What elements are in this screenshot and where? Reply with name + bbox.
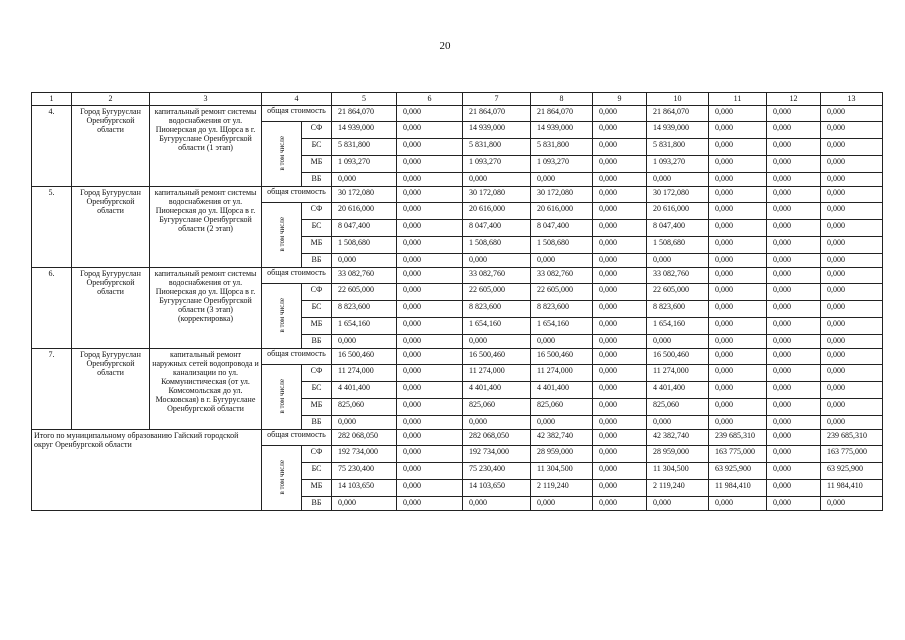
- entry-work-description: капитальный ремонт системы водоснабжения от ул. Пионерская до ул. Щорса в г. Бугуруслане Оренбургской области (3 этап) (корректировка): [150, 268, 262, 349]
- entry-place: Город Бугуруслан Оренбургской области: [72, 106, 150, 187]
- column-number: 7: [463, 93, 531, 106]
- entry-number: 5.: [32, 187, 72, 268]
- value-cell: 0,000: [397, 187, 463, 203]
- value-cell: 8 047,400: [463, 220, 531, 237]
- value-cell: 21 864,070: [531, 106, 593, 122]
- value-cell: 0,000: [397, 382, 463, 399]
- value-cell: 0,000: [821, 301, 883, 318]
- value-cell: 0,000: [709, 365, 767, 382]
- value-cell: 4 401,400: [463, 382, 531, 399]
- value-cell: 8 823,600: [647, 301, 709, 318]
- value-cell: 0,000: [332, 254, 397, 268]
- funding-source-label: СФ: [302, 365, 332, 382]
- value-cell: 0,000: [767, 416, 821, 430]
- value-cell: 8 823,600: [332, 301, 397, 318]
- including-label: [262, 284, 302, 349]
- value-cell: 30 172,080: [332, 187, 397, 203]
- value-cell: 2 119,240: [647, 480, 709, 497]
- value-cell: 0,000: [709, 122, 767, 139]
- funding-source-label: БС: [302, 382, 332, 399]
- value-cell: 16 500,460: [463, 349, 531, 365]
- value-cell: 0,000: [709, 173, 767, 187]
- value-cell: 0,000: [397, 301, 463, 318]
- value-cell: 0,000: [767, 301, 821, 318]
- value-cell: 0,000: [397, 220, 463, 237]
- funding-source-label: ВБ: [302, 335, 332, 349]
- total-label: Итого по муниципальному образованию Гайский городской округ Оренбургской области: [32, 430, 262, 511]
- value-cell: 0,000: [531, 254, 593, 268]
- value-cell: 20 616,000: [463, 203, 531, 220]
- including-label: [262, 365, 302, 430]
- value-cell: 0,000: [767, 173, 821, 187]
- value-cell: 0,000: [397, 106, 463, 122]
- value-cell: 11 984,410: [821, 480, 883, 497]
- value-cell: 0,000: [332, 497, 397, 511]
- value-cell: 825,060: [463, 399, 531, 416]
- column-number: 11: [709, 93, 767, 106]
- value-cell: 14 939,000: [332, 122, 397, 139]
- value-cell: 21 864,070: [647, 106, 709, 122]
- value-cell: 0,000: [821, 220, 883, 237]
- value-cell: 0,000: [397, 268, 463, 284]
- value-cell: 0,000: [593, 301, 647, 318]
- value-cell: 0,000: [332, 173, 397, 187]
- value-cell: 0,000: [767, 203, 821, 220]
- value-cell: 0,000: [709, 416, 767, 430]
- column-number: 3: [150, 93, 262, 106]
- value-cell: 0,000: [709, 220, 767, 237]
- value-cell: 0,000: [709, 156, 767, 173]
- column-number: 8: [531, 93, 593, 106]
- value-cell: 0,000: [767, 497, 821, 511]
- financing-table: [31, 92, 883, 511]
- value-cell: 28 959,000: [647, 446, 709, 463]
- value-cell: 0,000: [767, 430, 821, 446]
- value-cell: 0,000: [593, 318, 647, 335]
- including-label-text: в том числе: [277, 135, 286, 171]
- value-cell: 4 401,400: [647, 382, 709, 399]
- value-cell: 0,000: [767, 139, 821, 156]
- column-number: 4: [262, 93, 332, 106]
- value-cell: 0,000: [821, 349, 883, 365]
- funding-source-label: БС: [302, 301, 332, 318]
- value-cell: 1 093,270: [463, 156, 531, 173]
- value-cell: 22 605,000: [463, 284, 531, 301]
- general-cost-label: общая стоимость: [262, 430, 332, 446]
- value-cell: 0,000: [593, 284, 647, 301]
- value-cell: 0,000: [397, 463, 463, 480]
- value-cell: 0,000: [397, 365, 463, 382]
- value-cell: 20 616,000: [647, 203, 709, 220]
- value-cell: 0,000: [767, 187, 821, 203]
- value-cell: 1 654,160: [647, 318, 709, 335]
- value-cell: 63 925,900: [821, 463, 883, 480]
- value-cell: 0,000: [709, 382, 767, 399]
- value-cell: 0,000: [397, 446, 463, 463]
- value-cell: 825,060: [531, 399, 593, 416]
- value-cell: 5 831,800: [463, 139, 531, 156]
- value-cell: 0,000: [709, 139, 767, 156]
- value-cell: 8 047,400: [647, 220, 709, 237]
- value-cell: 0,000: [593, 382, 647, 399]
- value-cell: 21 864,070: [463, 106, 531, 122]
- including-label-text: в том числе: [277, 216, 286, 252]
- funding-source-label: МБ: [302, 399, 332, 416]
- entry-number: 7.: [32, 349, 72, 430]
- column-number: 2: [72, 93, 150, 106]
- value-cell: 33 082,760: [332, 268, 397, 284]
- value-cell: 0,000: [767, 365, 821, 382]
- value-cell: 1 508,680: [463, 237, 531, 254]
- value-cell: 0,000: [821, 237, 883, 254]
- value-cell: 0,000: [647, 254, 709, 268]
- general-cost-label: общая стоимость: [262, 268, 332, 284]
- value-cell: 11 274,000: [531, 365, 593, 382]
- value-cell: 0,000: [463, 173, 531, 187]
- value-cell: 0,000: [332, 335, 397, 349]
- general-cost-label: общая стоимость: [262, 187, 332, 203]
- value-cell: 1 654,160: [332, 318, 397, 335]
- value-cell: 0,000: [463, 254, 531, 268]
- value-cell: 2 119,240: [531, 480, 593, 497]
- value-cell: 0,000: [767, 446, 821, 463]
- value-cell: 0,000: [821, 122, 883, 139]
- value-cell: 0,000: [709, 106, 767, 122]
- value-cell: 0,000: [593, 446, 647, 463]
- value-cell: 0,000: [397, 335, 463, 349]
- value-cell: 14 939,000: [463, 122, 531, 139]
- value-cell: 0,000: [821, 139, 883, 156]
- value-cell: 63 925,900: [709, 463, 767, 480]
- value-cell: 11 274,000: [332, 365, 397, 382]
- funding-source-label: ВБ: [302, 173, 332, 187]
- entry-place: Город Бугуруслан Оренбургской области: [72, 187, 150, 268]
- value-cell: 0,000: [593, 173, 647, 187]
- funding-source-label: СФ: [302, 122, 332, 139]
- value-cell: 0,000: [821, 268, 883, 284]
- value-cell: 0,000: [767, 349, 821, 365]
- value-cell: 0,000: [397, 254, 463, 268]
- value-cell: 0,000: [593, 365, 647, 382]
- value-cell: 0,000: [647, 497, 709, 511]
- value-cell: 14 103,650: [463, 480, 531, 497]
- value-cell: 0,000: [821, 203, 883, 220]
- value-cell: 1 093,270: [332, 156, 397, 173]
- value-cell: 0,000: [821, 187, 883, 203]
- value-cell: 239 685,310: [821, 430, 883, 446]
- value-cell: 0,000: [709, 284, 767, 301]
- funding-source-label: БС: [302, 220, 332, 237]
- value-cell: 0,000: [709, 203, 767, 220]
- value-cell: 1 093,270: [647, 156, 709, 173]
- value-cell: 22 605,000: [647, 284, 709, 301]
- value-cell: 0,000: [397, 156, 463, 173]
- value-cell: 0,000: [709, 268, 767, 284]
- value-cell: 0,000: [531, 173, 593, 187]
- value-cell: 0,000: [709, 237, 767, 254]
- including-label-text: в том числе: [277, 378, 286, 414]
- header-row: [32, 93, 883, 106]
- value-cell: 0,000: [531, 416, 593, 430]
- value-cell: 0,000: [767, 122, 821, 139]
- entry-place: Город Бугуруслан Оренбургской области: [72, 349, 150, 430]
- value-cell: 16 500,460: [531, 349, 593, 365]
- value-cell: 1 654,160: [463, 318, 531, 335]
- funding-source-label: СФ: [302, 284, 332, 301]
- value-cell: 5 831,800: [531, 139, 593, 156]
- funding-source-label: МБ: [302, 318, 332, 335]
- value-cell: 0,000: [767, 480, 821, 497]
- value-cell: 0,000: [709, 399, 767, 416]
- value-cell: 4 401,400: [332, 382, 397, 399]
- value-cell: 0,000: [397, 318, 463, 335]
- value-cell: 0,000: [821, 416, 883, 430]
- general-cost-label: общая стоимость: [262, 349, 332, 365]
- column-number: 6: [397, 93, 463, 106]
- value-cell: 8 823,600: [531, 301, 593, 318]
- value-cell: 11 304,500: [531, 463, 593, 480]
- value-cell: 30 172,080: [531, 187, 593, 203]
- value-cell: 0,000: [821, 173, 883, 187]
- value-cell: 0,000: [767, 237, 821, 254]
- value-cell: 30 172,080: [647, 187, 709, 203]
- funding-source-label: МБ: [302, 237, 332, 254]
- funding-source-label: СФ: [302, 203, 332, 220]
- value-cell: 5 831,800: [647, 139, 709, 156]
- entry-number: 4.: [32, 106, 72, 187]
- value-cell: 0,000: [332, 416, 397, 430]
- value-cell: 0,000: [463, 497, 531, 511]
- value-cell: 14 939,000: [647, 122, 709, 139]
- entry-number: 6.: [32, 268, 72, 349]
- value-cell: 22 605,000: [332, 284, 397, 301]
- value-cell: 0,000: [767, 156, 821, 173]
- value-cell: 14 939,000: [531, 122, 593, 139]
- value-cell: 0,000: [397, 203, 463, 220]
- value-cell: 0,000: [531, 335, 593, 349]
- funding-source-label: МБ: [302, 156, 332, 173]
- value-cell: 0,000: [593, 187, 647, 203]
- value-cell: 163 775,000: [821, 446, 883, 463]
- value-cell: 0,000: [593, 268, 647, 284]
- value-cell: 33 082,760: [647, 268, 709, 284]
- value-cell: 239 685,310: [709, 430, 767, 446]
- entry-work-description: капитальный ремонт наружных сетей водопровода и канализации по ул. Коммунистическая (от ул. Комсомольская до ул. Московская) в г. Бугуруслане Оренбургской области: [150, 349, 262, 430]
- value-cell: 1 508,680: [332, 237, 397, 254]
- value-cell: 0,000: [463, 335, 531, 349]
- including-label: [262, 203, 302, 268]
- value-cell: 0,000: [397, 284, 463, 301]
- value-cell: 0,000: [593, 254, 647, 268]
- value-cell: 0,000: [821, 254, 883, 268]
- funding-source-label: ВБ: [302, 416, 332, 430]
- value-cell: 0,000: [767, 254, 821, 268]
- value-cell: 0,000: [397, 173, 463, 187]
- value-cell: 0,000: [397, 399, 463, 416]
- entry-work-description: капитальный ремонт системы водоснабжения от ул. Пионерская до ул. Щорса в г. Бугуруслане Оренбургской области (1 этап): [150, 106, 262, 187]
- value-cell: 0,000: [593, 203, 647, 220]
- including-label: [262, 446, 302, 511]
- value-cell: 42 382,740: [531, 430, 593, 446]
- value-cell: 0,000: [647, 335, 709, 349]
- value-cell: 30 172,080: [463, 187, 531, 203]
- including-label-text: в том числе: [277, 297, 286, 333]
- value-cell: 0,000: [593, 237, 647, 254]
- value-cell: 42 382,740: [647, 430, 709, 446]
- value-cell: 825,060: [332, 399, 397, 416]
- value-cell: 0,000: [821, 106, 883, 122]
- value-cell: 8 823,600: [463, 301, 531, 318]
- value-cell: 14 103,650: [332, 480, 397, 497]
- value-cell: 0,000: [593, 349, 647, 365]
- general-cost-row: [32, 106, 883, 122]
- general-cost-row: [32, 187, 883, 203]
- value-cell: 20 616,000: [332, 203, 397, 220]
- value-cell: 0,000: [709, 497, 767, 511]
- value-cell: 0,000: [709, 349, 767, 365]
- value-cell: 0,000: [593, 122, 647, 139]
- column-number: 1: [32, 93, 72, 106]
- value-cell: 0,000: [821, 382, 883, 399]
- value-cell: 0,000: [593, 106, 647, 122]
- value-cell: 0,000: [647, 416, 709, 430]
- value-cell: 4 401,400: [531, 382, 593, 399]
- page-number: 20: [439, 40, 451, 52]
- value-cell: 0,000: [397, 497, 463, 511]
- value-cell: 0,000: [397, 430, 463, 446]
- value-cell: 0,000: [821, 318, 883, 335]
- value-cell: 33 082,760: [463, 268, 531, 284]
- funding-source-label: ВБ: [302, 254, 332, 268]
- funding-source-label: БС: [302, 139, 332, 156]
- including-label: [262, 122, 302, 187]
- value-cell: 0,000: [767, 463, 821, 480]
- value-cell: 0,000: [397, 349, 463, 365]
- value-cell: 163 775,000: [709, 446, 767, 463]
- value-cell: 0,000: [593, 156, 647, 173]
- value-cell: 0,000: [767, 335, 821, 349]
- value-cell: 8 047,400: [332, 220, 397, 237]
- value-cell: 192 734,000: [332, 446, 397, 463]
- value-cell: 0,000: [397, 139, 463, 156]
- funding-source-label: ВБ: [302, 497, 332, 511]
- general-cost-row: [32, 268, 883, 284]
- value-cell: 0,000: [531, 497, 593, 511]
- value-cell: 0,000: [821, 365, 883, 382]
- value-cell: 22 605,000: [531, 284, 593, 301]
- value-cell: 0,000: [821, 335, 883, 349]
- value-cell: 0,000: [593, 430, 647, 446]
- funding-source-label: МБ: [302, 480, 332, 497]
- value-cell: 0,000: [647, 173, 709, 187]
- general-cost-row: [32, 430, 883, 446]
- general-cost-label: общая стоимость: [262, 106, 332, 122]
- value-cell: 5 831,800: [332, 139, 397, 156]
- value-cell: 16 500,460: [647, 349, 709, 365]
- value-cell: 0,000: [397, 237, 463, 254]
- entry-place: Город Бугуруслан Оренбургской области: [72, 268, 150, 349]
- value-cell: 0,000: [593, 139, 647, 156]
- value-cell: 0,000: [709, 318, 767, 335]
- value-cell: 0,000: [593, 335, 647, 349]
- value-cell: 75 230,400: [332, 463, 397, 480]
- value-cell: 21 864,070: [332, 106, 397, 122]
- value-cell: 28 959,000: [531, 446, 593, 463]
- column-number: 5: [332, 93, 397, 106]
- value-cell: 0,000: [767, 382, 821, 399]
- value-cell: 0,000: [709, 254, 767, 268]
- value-cell: 192 734,000: [463, 446, 531, 463]
- value-cell: 11 274,000: [463, 365, 531, 382]
- value-cell: 11 984,410: [709, 480, 767, 497]
- value-cell: 0,000: [463, 416, 531, 430]
- value-cell: 0,000: [593, 399, 647, 416]
- value-cell: 16 500,460: [332, 349, 397, 365]
- value-cell: 0,000: [767, 220, 821, 237]
- value-cell: 20 616,000: [531, 203, 593, 220]
- value-cell: 0,000: [397, 122, 463, 139]
- value-cell: 0,000: [593, 497, 647, 511]
- including-label-text: в том числе: [277, 459, 286, 495]
- column-number: 12: [767, 93, 821, 106]
- value-cell: 8 047,400: [531, 220, 593, 237]
- value-cell: 0,000: [767, 318, 821, 335]
- value-cell: 0,000: [767, 106, 821, 122]
- value-cell: 1 508,680: [647, 237, 709, 254]
- value-cell: 0,000: [767, 399, 821, 416]
- value-cell: 0,000: [593, 480, 647, 497]
- funding-source-label: БС: [302, 463, 332, 480]
- value-cell: 11 274,000: [647, 365, 709, 382]
- value-cell: 0,000: [397, 480, 463, 497]
- value-cell: 0,000: [709, 187, 767, 203]
- column-number: 9: [593, 93, 647, 106]
- value-cell: 33 082,760: [531, 268, 593, 284]
- value-cell: 0,000: [709, 335, 767, 349]
- value-cell: 0,000: [821, 497, 883, 511]
- value-cell: 0,000: [709, 301, 767, 318]
- value-cell: 0,000: [821, 156, 883, 173]
- value-cell: 825,060: [647, 399, 709, 416]
- column-number: 13: [821, 93, 883, 106]
- entry-work-description: капитальный ремонт системы водоснабжения от ул. Пионерская до ул. Щорса в г. Бугуруслане Оренбургской области (2 этап): [150, 187, 262, 268]
- value-cell: 1 093,270: [531, 156, 593, 173]
- value-cell: 282 068,050: [332, 430, 397, 446]
- general-cost-row: [32, 349, 883, 365]
- value-cell: 0,000: [397, 416, 463, 430]
- value-cell: 0,000: [593, 463, 647, 480]
- value-cell: 1 654,160: [531, 318, 593, 335]
- value-cell: 0,000: [821, 399, 883, 416]
- value-cell: 0,000: [767, 268, 821, 284]
- value-cell: 0,000: [593, 416, 647, 430]
- value-cell: 75 230,400: [463, 463, 531, 480]
- value-cell: 1 508,680: [531, 237, 593, 254]
- value-cell: 0,000: [593, 220, 647, 237]
- column-number: 10: [647, 93, 709, 106]
- value-cell: 11 304,500: [647, 463, 709, 480]
- value-cell: 0,000: [821, 284, 883, 301]
- funding-source-label: СФ: [302, 446, 332, 463]
- value-cell: 282 068,050: [463, 430, 531, 446]
- value-cell: 0,000: [767, 284, 821, 301]
